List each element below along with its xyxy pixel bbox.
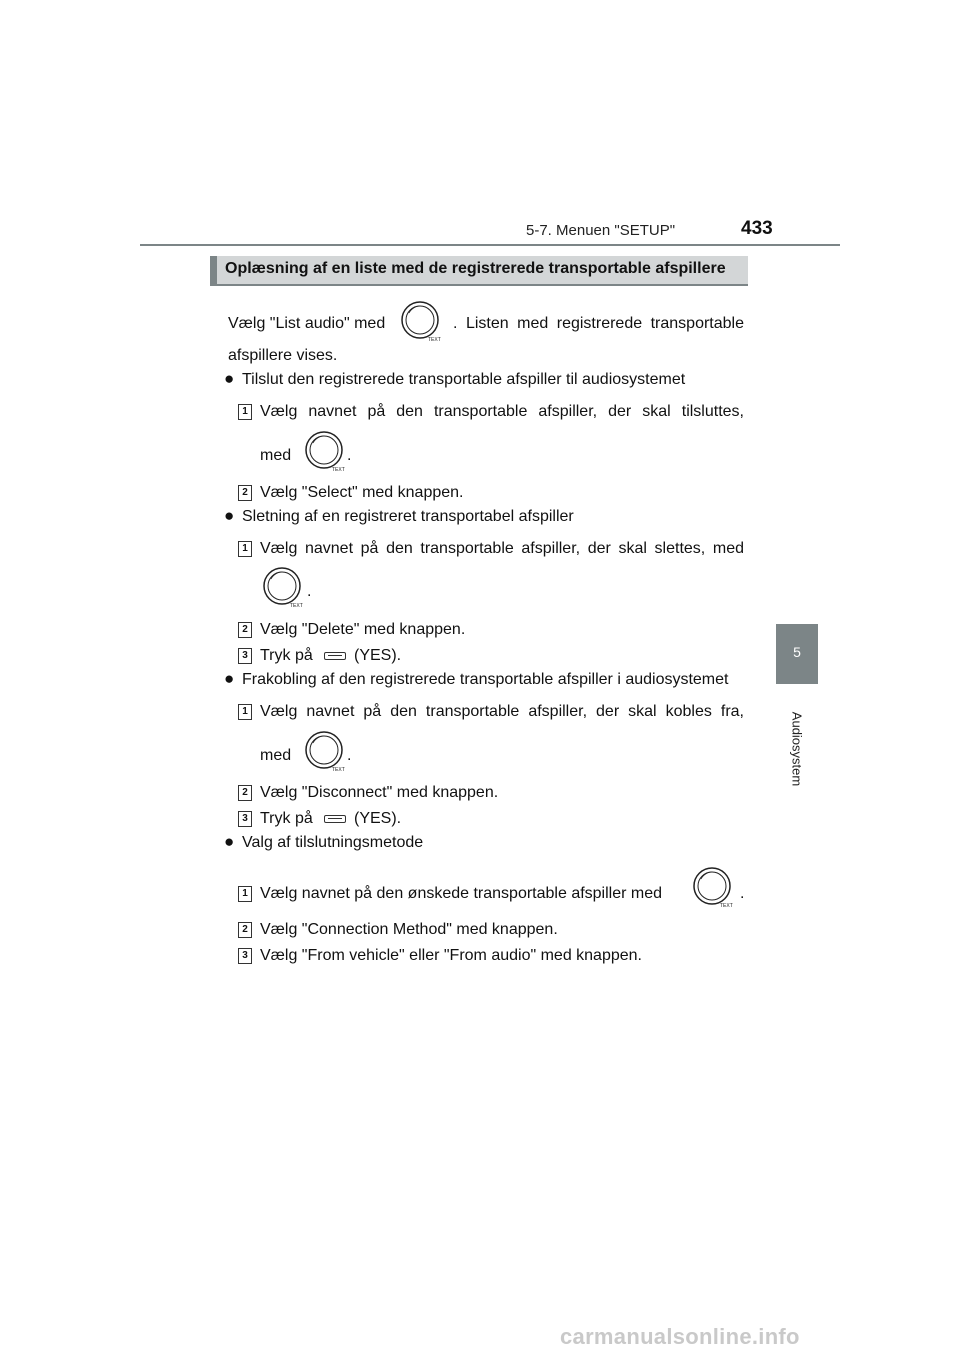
- header-rule: [140, 244, 818, 246]
- chapter-tab-number: 5: [776, 624, 818, 684]
- connect-step1-period: .: [347, 447, 352, 464]
- method-title: Valg af tilslutningsmetode: [242, 834, 424, 851]
- delete-step1-line1-text: Vælg navnet på den transportable afspiller, der skal slettes, med: [260, 540, 744, 557]
- watermark: carmanualsonline.info: [560, 1324, 800, 1349]
- heading-text: Oplæsning af en liste med de registrerede transportable afspillere: [225, 260, 726, 277]
- disconnect-step3-a: Tryk på: [260, 810, 313, 827]
- step-number-badge: 3: [238, 648, 252, 664]
- bullet-icon: ●: [224, 832, 235, 851]
- method-step1: Vælg navnet på den ønskede transportable afspiller med: [260, 885, 663, 902]
- connect-step1-med: med: [260, 447, 292, 464]
- delete-title: Sletning af en registreret transportabel afspiller: [242, 508, 574, 525]
- intro-part2-text: . Listen med registrerede transportable: [453, 315, 744, 332]
- disconnect-title: Frakobling af den registrerede transportable afspiller i audiosystemet: [242, 671, 729, 688]
- section-heading: [210, 256, 748, 286]
- method-step3: Vælg "From vehicle" eller "From audio" med knappen.: [260, 947, 642, 964]
- delete-step3-a: Tryk på: [260, 647, 313, 664]
- delete-step3-b: (YES).: [354, 647, 402, 664]
- step-number-badge: 2: [238, 922, 252, 938]
- chapter-label-text: Audiosystem: [789, 711, 805, 787]
- disconnect-step1-med: med: [260, 747, 292, 764]
- step-number-badge: 1: [238, 404, 252, 420]
- bullet-icon: ●: [224, 669, 235, 688]
- connect-step2: Vælg "Select" med knappen.: [260, 484, 464, 501]
- tune-select-knob-icon: [692, 866, 734, 908]
- step-number-badge: 1: [238, 704, 252, 720]
- method-step2: Vælg "Connection Method" med knappen.: [260, 921, 558, 938]
- intro-part1: Vælg "List audio" med: [228, 315, 386, 332]
- step-number-badge: 2: [238, 785, 252, 801]
- delete-step1-period: .: [307, 583, 312, 600]
- delete-step1-line1: [260, 539, 744, 559]
- disconnect-step1-line1: [260, 702, 744, 722]
- tune-select-knob-icon: [400, 300, 442, 342]
- tune-select-knob-icon: [304, 730, 346, 772]
- header-rule-extension: [818, 244, 840, 246]
- disconnect-step3-b: (YES).: [354, 810, 402, 827]
- disconnect-step1-line1-text: Vælg navnet på den transportable afspiller, der skal kobles fra,: [260, 703, 744, 720]
- chapter-tab-label: [776, 684, 818, 814]
- intro-part2: [453, 314, 744, 334]
- tune-select-knob-icon: [304, 430, 346, 472]
- heading-accent-bar: [210, 256, 217, 284]
- step-number-badge: 2: [238, 485, 252, 501]
- connect-step1-line1: [260, 402, 744, 422]
- disconnect-step1-period: .: [347, 747, 352, 764]
- delete-step2: Vælg "Delete" med knappen.: [260, 621, 466, 638]
- step-number-badge: 1: [238, 541, 252, 557]
- section-header: 5-7. Menuen "SETUP": [526, 222, 676, 239]
- step-number-badge: 1: [238, 886, 252, 902]
- bullet-icon: ●: [224, 369, 235, 388]
- disconnect-step2: Vælg "Disconnect" med knappen.: [260, 784, 499, 801]
- bullet-icon: ●: [224, 506, 235, 525]
- connect-step1-line1-text: Vælg navnet på den transportable afspiller, der skal tilsluttes,: [260, 403, 744, 420]
- method-step1-period: .: [740, 885, 745, 902]
- page-number: 433: [741, 218, 773, 239]
- step-number-badge: 2: [238, 622, 252, 638]
- intro-line2: afspillere vises.: [228, 347, 338, 364]
- step-number-badge: 3: [238, 948, 252, 964]
- step-number-badge: 3: [238, 811, 252, 827]
- tune-select-knob-icon: [262, 566, 304, 608]
- connect-title: Tilslut den registrerede transportable afspiller til audiosystemet: [242, 371, 686, 388]
- screen-button-icon: [324, 652, 346, 660]
- screen-button-icon: [324, 815, 346, 823]
